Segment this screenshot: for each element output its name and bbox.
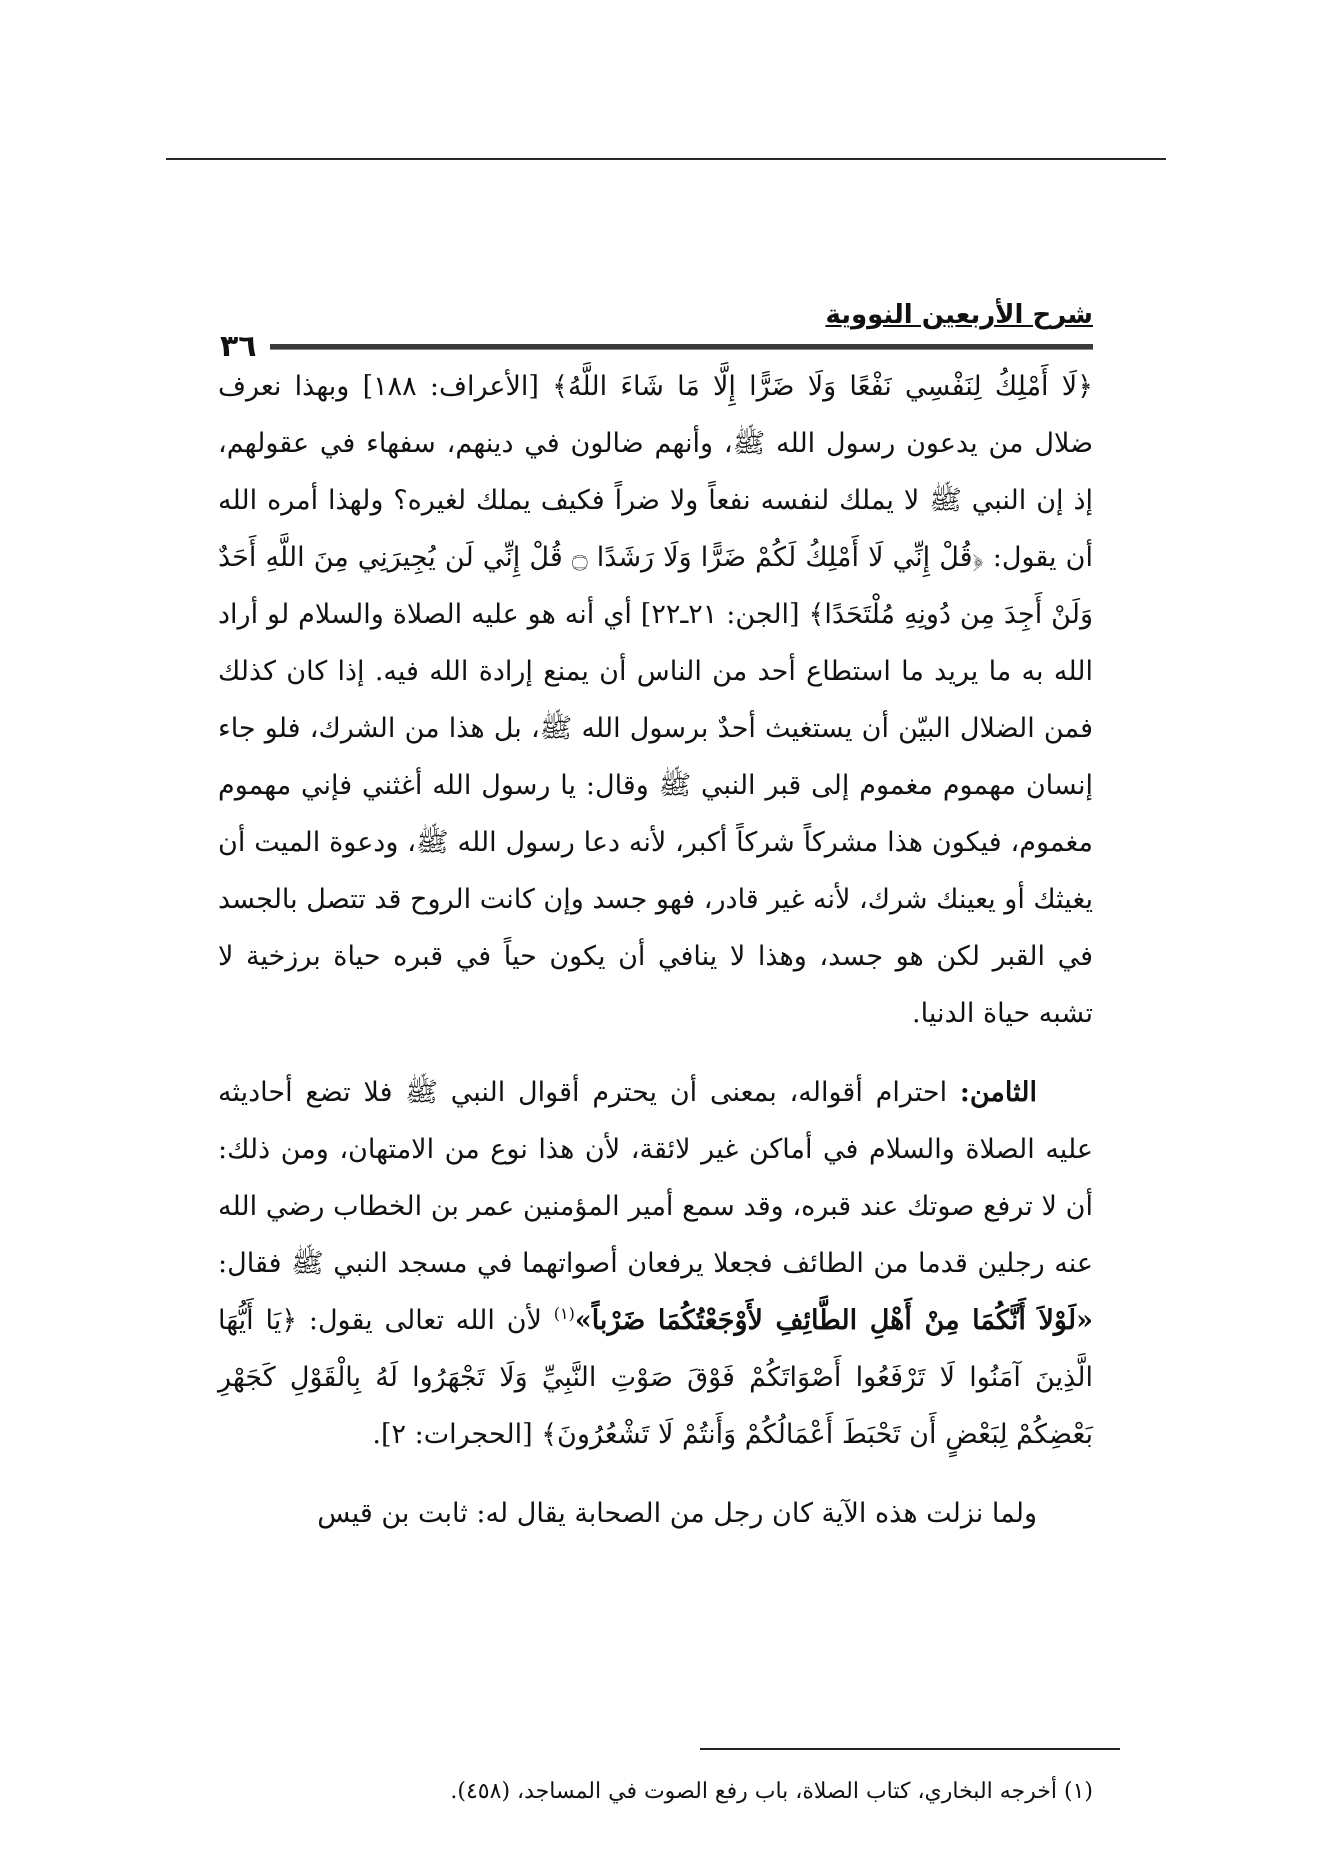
- header-rule: [270, 344, 1093, 350]
- paragraph-2-lead: الثامن:: [959, 1077, 1037, 1108]
- paragraph-2-part-a: احترام أقواله، بمعنى أن يحترم أقوال النبي ﷺ فلا تضع أحاديثه عليه الصلاة والسلام في أماكن غير لائقة، لأن هذا نوع من الامتهان، ومن ذلك: أن لا ترفع صوتك عند قبره، وقد سمع أمير المؤمنين عمر بن الخطاب رضي الله عنه رجلين قدما من الطائف فجعلا يرفعان أصواتهما في مسجد النبي ﷺ فقال:: [218, 1077, 1093, 1279]
- hadith-quote: «لَوْلاَ أَنَّكُمَا مِنْ أَهْلِ الطَّائِفِ لأَوْجَعْتُكُمَا ضَرْباً»: [574, 1305, 1093, 1336]
- footnote: (١) أخرجه البخاري، كتاب الصلاة، باب رفع الصوت في المساجد، (٤٥٨).: [450, 1779, 1093, 1804]
- body-text: [218, 358, 1093, 1564]
- paragraph-2: [218, 1064, 1093, 1463]
- top-divider: [166, 158, 1166, 160]
- paragraph-1: ﴿لَا أَمْلِكُ لِنَفْسِي نَفْعًا وَلَا ضَرًّا إِلَّا مَا شَاءَ اللَّهُ﴾ [الأعراف: ١٨٨] وبهذا نعرف ضلال من يدعون رسول الله ﷺ، وأنهم ضالون في دينهم، سفهاء في عقولهم، إذ إن النبي ﷺ لا يملك لنفسه نفعاً ولا ضراً فكيف يملك لغيره؟ ولهذا أمره الله أن يقول: ﴿قُلْ إِنِّي لَا أَمْلِكُ لَكُمْ ضَرًّا وَلَا رَشَدًا ۝ قُلْ إِنِّي لَن يُجِيرَنِي مِنَ اللَّهِ أَحَدٌ وَلَنْ أَجِدَ مِن دُونِهِ مُلْتَحَدًا﴾ [الجن: ٢١ـ٢٢] أي أنه هو عليه الصلاة والسلام لو أراد الله به ما يريد ما استطاع أحد من الناس أن يمنع إرادة الله فيه. إذا كان كذلك فمن الضلال البيّن أن يستغيث أحدٌ برسول الله ﷺ، بل هذا من الشرك، فلو جاء إنسان مهموم مغموم إلى قبر النبي ﷺ وقال: يا رسول الله أغثني فإني مهموم مغموم، فيكون هذا مشركاً شركاً أكبر، لأنه دعا رسول الله ﷺ، ودعوة الميت أن يغيثك أو يعينك شرك، لأنه غير قادر، فهو جسد وإن كانت الروح قد تتصل بالجسد في القبر لكن هو جسد، وهذا لا ينافي أن يكون حياً في قبره حياة برزخية لا تشبه حياة الدنيا.: [218, 371, 1094, 1029]
- page-number: ٣٦: [220, 332, 267, 362]
- paragraph-2-part-b: لأن الله تعالى يقول: ﴿يَا أَيُّهَا الَّذِينَ آمَنُوا لَا تَرْفَعُوا أَصْوَاتَكُمْ فَوْقَ صَوْتِ النَّبِيِّ وَلَا تَجْهَرُوا لَهُ بِالْقَوْلِ كَجَهْرِ بَعْضِكُمْ لِبَعْضٍ أَن تَحْبَطَ أَعْمَالُكُمْ وَأَنتُمْ لَا تَشْعُرُونَ﴾ [الحجرات: ٢].: [218, 1305, 1093, 1450]
- running-header: [220, 300, 1093, 364]
- footnote-divider: [700, 1748, 1120, 1750]
- book-title: شرح الأربعين النووية: [825, 300, 1093, 330]
- footnote-marker: (١): [553, 1304, 575, 1323]
- paragraph-3: ولما نزلت هذه الآية كان رجل من الصحابة يقال له: ثابت بن قيس: [317, 1498, 1037, 1529]
